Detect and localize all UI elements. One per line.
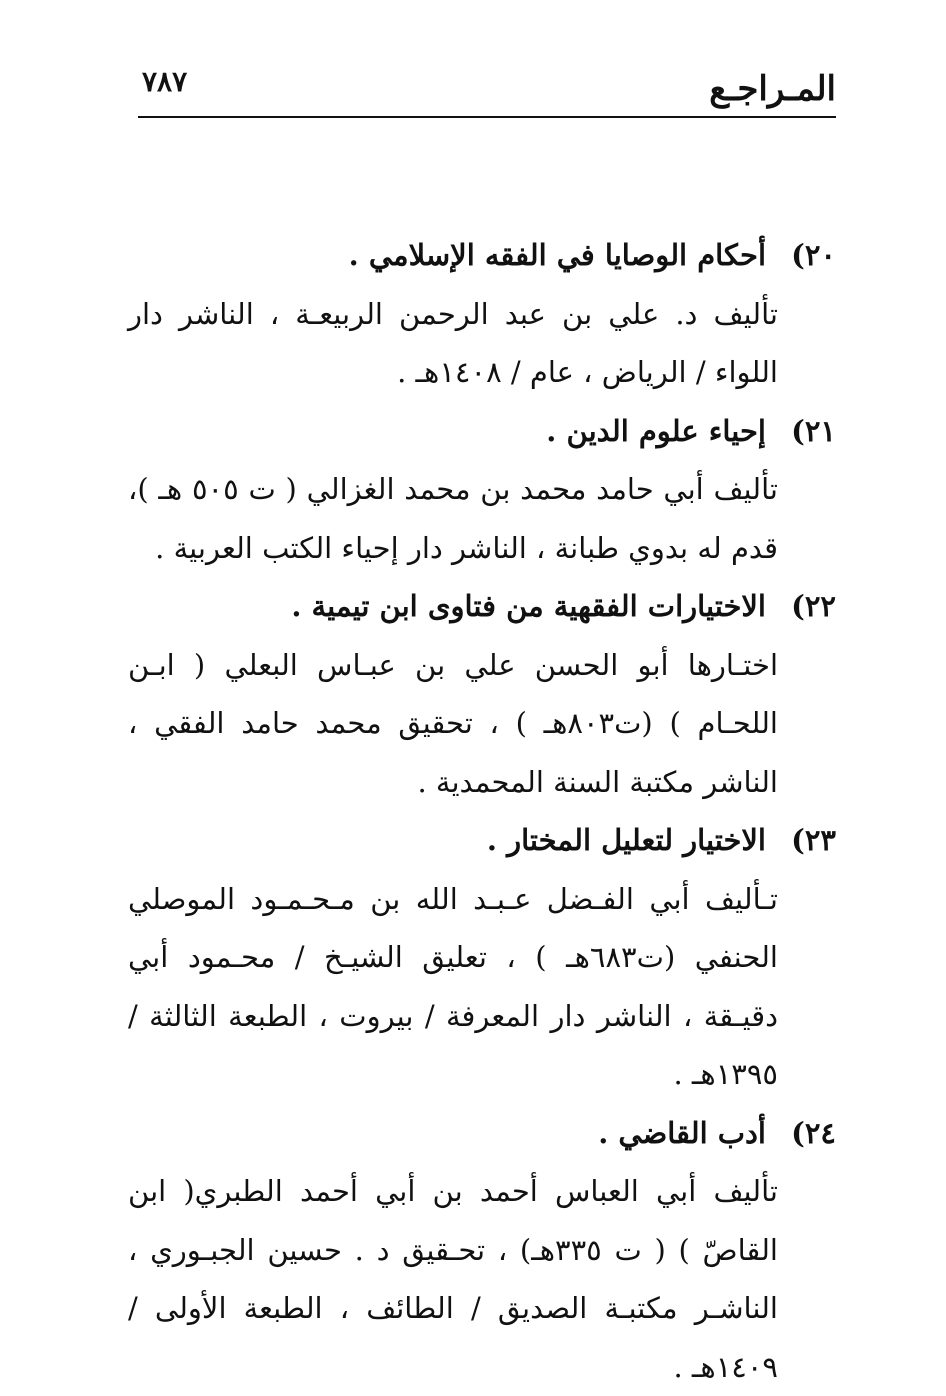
entry-title: إحياء علوم الدين . (546, 402, 766, 461)
entry-details: تأليف أبي حامد محمد بن محمد الغزالي ( ت ٥٠٥ هـ )، قدم له بدوي طبانة ، الناشر دار إحياء الكتب العربية . (128, 460, 778, 577)
entry-number: ٢٣) (766, 811, 836, 870)
reference-entry (128, 811, 836, 1104)
entry-details: تـأليف أبي الفـضل عـبـد الله بن مـحـمـود الموصلي الحنفي (ت٦٨٣هـ ) ، تعليق الشيـخ / محـمود أبي دقيـقة ، الناشر دار المعرفة / بيروت ، الطبعة الثالثة / ١٣٩٥هـ . (128, 870, 778, 1104)
entry-number: ٢٢) (766, 577, 836, 636)
reference-entry (128, 402, 836, 578)
entry-number: ٢١) (766, 402, 836, 461)
page-number: ٧٨٧ (142, 64, 187, 100)
entry-number: ٢٠) (766, 226, 836, 285)
entry-title-line (128, 402, 836, 461)
reference-entry (128, 226, 836, 402)
entry-title: أحكام الوصايا في الفقه الإسلامي . (349, 226, 766, 285)
reference-entry (128, 1104, 836, 1396)
header-rule (138, 116, 836, 118)
entry-title-line (128, 1104, 836, 1163)
page-header (138, 62, 836, 118)
running-title: المـراجـع (709, 68, 836, 110)
entry-title: أدب القاضي . (598, 1104, 766, 1163)
entry-title-line (128, 226, 836, 285)
entry-details: اختـارها أبو الحسن علي بن عبـاس البعلي ( ابـن اللحـام ) (ت٨٠٣هـ ) ، تحقيق محمد حامد الفقي ، الناشر مكتبة السنة المحمدية . (128, 636, 778, 812)
reference-entry (128, 577, 836, 811)
entry-title-line (128, 577, 836, 636)
entry-number: ٢٤) (766, 1104, 836, 1163)
entry-title: الاختيار لتعليل المختار . (487, 811, 766, 870)
entry-title-line (128, 811, 836, 870)
entry-details: تأليف أبي العباس أحمد بن أبي أحمد الطبري( ابن القاصّ ) ( ت ٣٣٥هـ) ، تحـقيق د . حسين الجبـوري ، الناشـر مكتبـة الصديق / الطائف ، الطبعة الأولى / ١٤٠٩هـ . (128, 1162, 778, 1396)
references-list (128, 226, 836, 1396)
entry-title: الاختيارات الفقهية من فتاوى ابن تيمية . (291, 577, 766, 636)
entry-details: تأليف د. علي بن عبد الرحمن الربيعـة ، الناشر دار اللواء / الرياض ، عام / ١٤٠٨هـ . (128, 285, 778, 402)
